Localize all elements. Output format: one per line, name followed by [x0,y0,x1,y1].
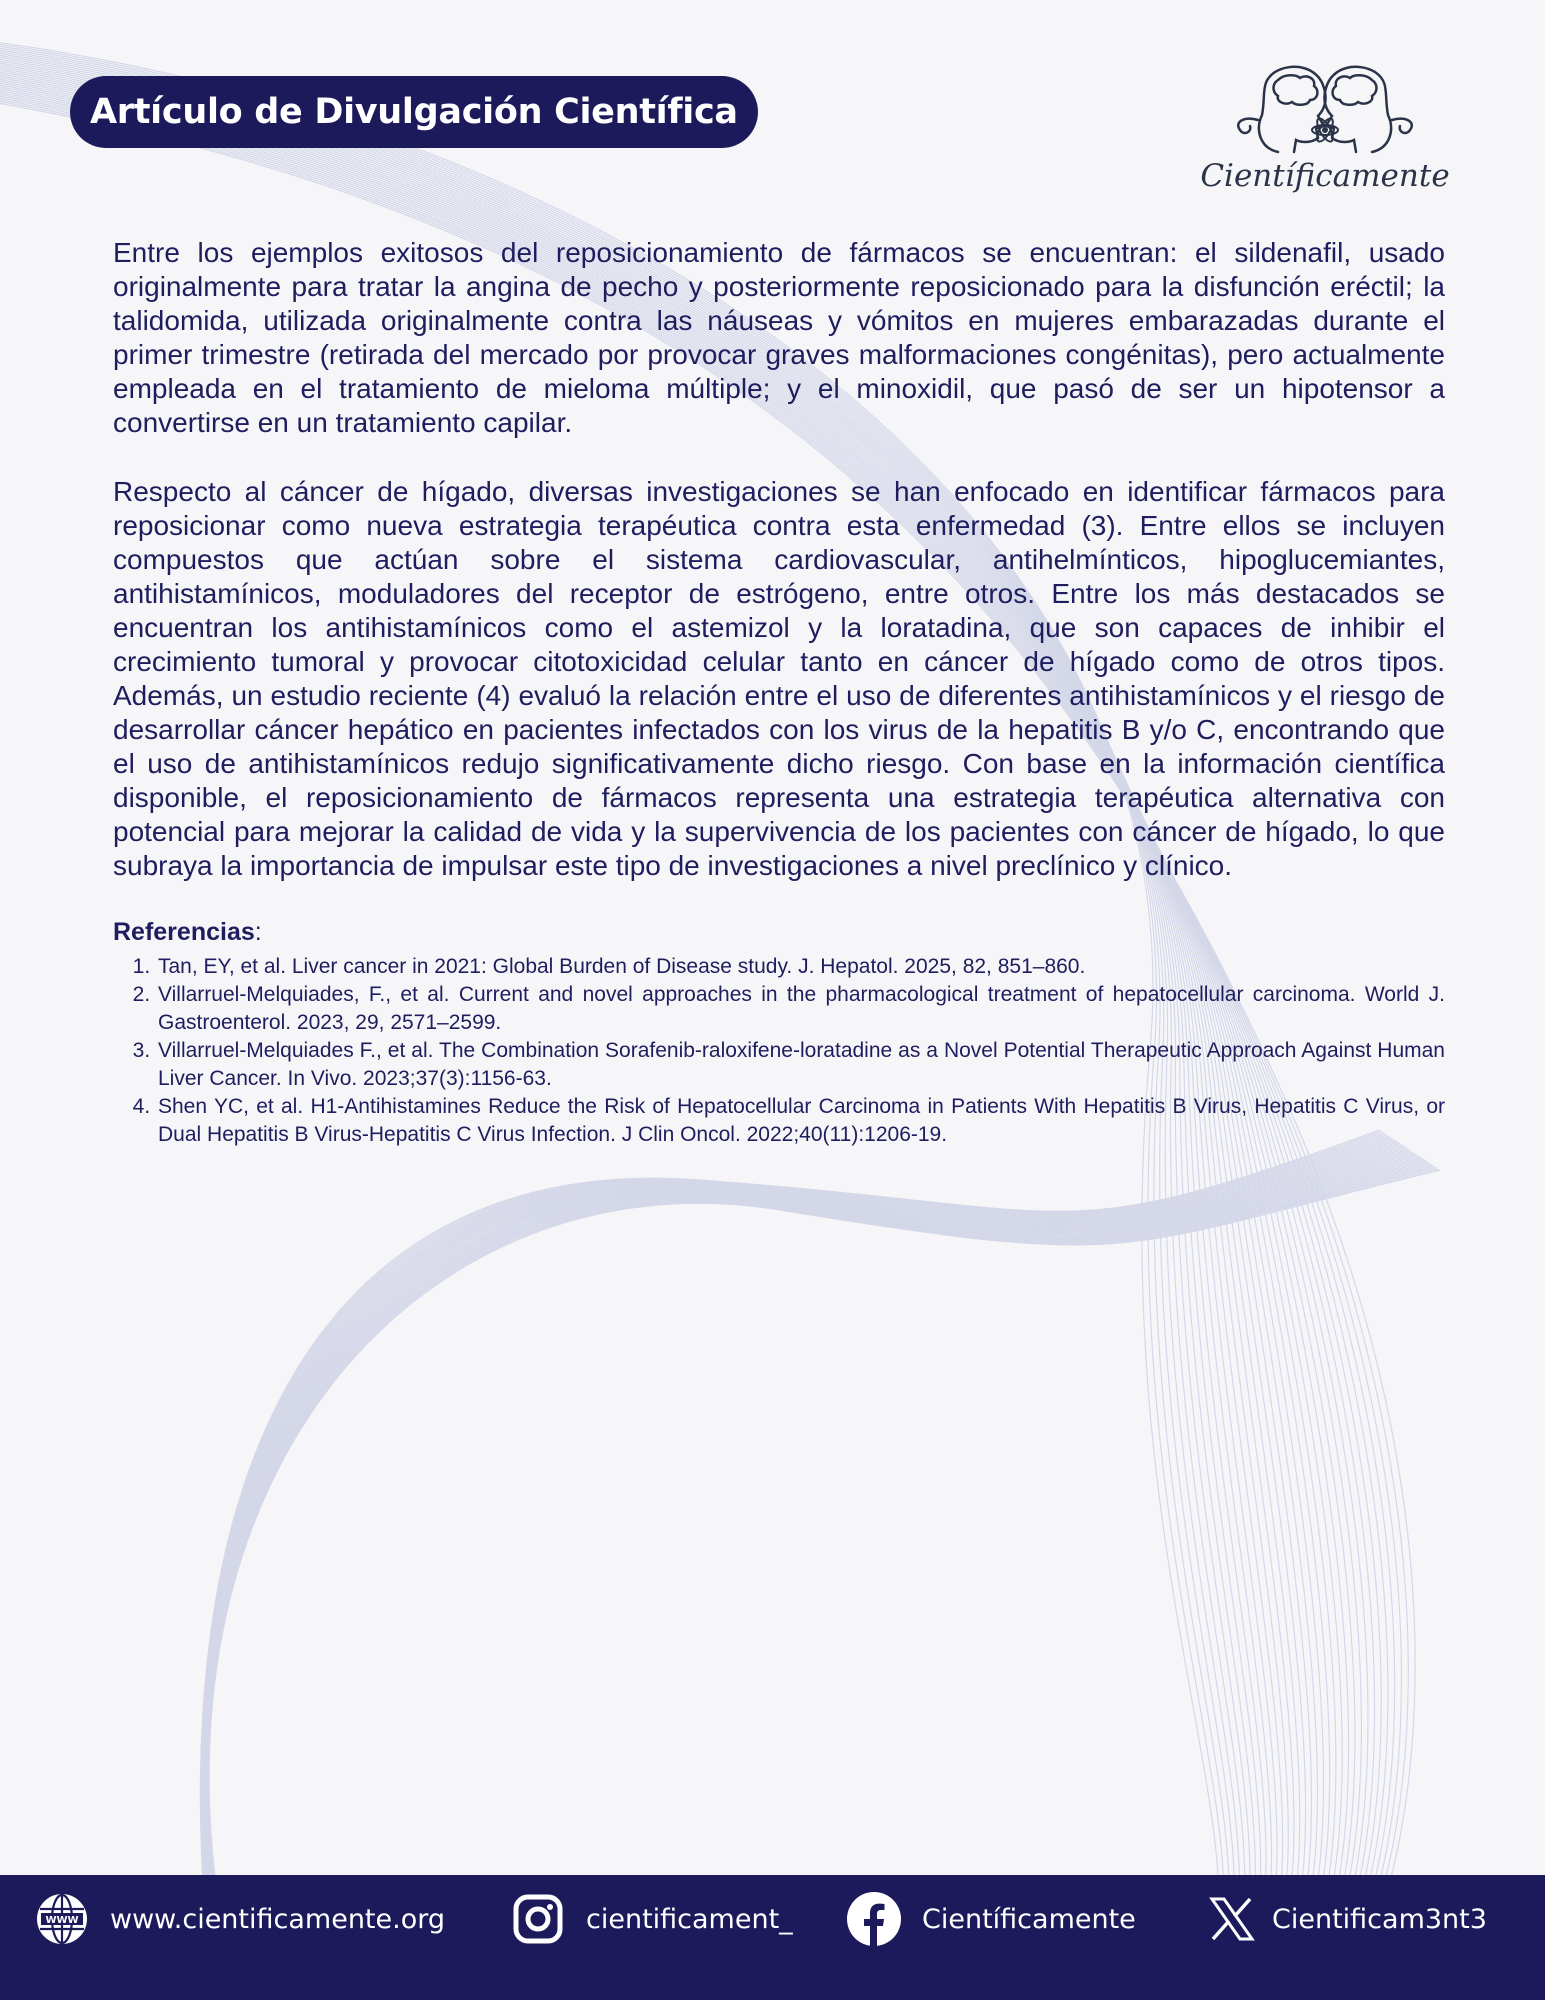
brain-icon [1200,60,1450,160]
article-content [113,236,1445,1149]
footer-website-link[interactable] [34,1875,445,1963]
reference-item: 4. Shen YC, et al. H1-Antihistamines Reduce the Risk of Hepatocellular Carcinoma in Patients With Hepatitis B Virus, Hepatitis C Virus, or Dual Hepatitis B Virus-Hepatitis C Virus Infection. J Clin Oncol. 2022;40(11):1206-19. [156,1093,1445,1149]
brand-logo [1200,60,1450,210]
references-heading [113,918,1445,947]
footer-bar [0,1875,1545,2000]
body-paragraph: Respecto al cáncer de hígado, diversas investigaciones se han enfocado en identificar fármacos para reposicionar como nueva estrategia terapéutica contra esta enfermedad (3). Entre ellos se incluyen compuestos que actúan sobre el sistema cardiovascular, antihelmínticos, hipoglucemiantes, antihistamínicos, moduladores del receptor de estrógeno, entre otros. Entre los más destacados se encuentran los antihistamínicos como el astemizol y la loratadina, que son capaces de inhibir el crecimiento tumoral y provocar citotoxicidad celular tanto en cáncer de hígado como de otros tipos. Además, un estudio reciente (4) evaluó la relación entre el uso de diferentes antihistamínicos y el riesgo de desarrollar cáncer hepático en pacientes infectados con los virus de la hepatitis B y/o C, encontrando que el uso de antihistamínicos redujo significativamente dicho riesgo. Con base en la información científica disponible, el reposicionamiento de fármacos representa una estrategia terapéutica alternativa con potencial para mejorar la calidad de vida y la supervivencia de los pacientes con cáncer de hígado, lo que subraya la importancia de impulsar este tipo de investigaciones a nivel preclínico y clínico. [113,476,1445,881]
instagram-icon [510,1891,566,1947]
brand-name: Científicamente [1200,158,1450,194]
x-handle: Cientificam3nt3 [1272,1903,1487,1935]
wave-line [205,1151,1411,2000]
instagram-handle: cientificament_ [586,1903,793,1935]
facebook-name: Científicamente [922,1903,1136,1935]
footer-instagram-link[interactable] [510,1875,793,1963]
article-type-badge [70,76,758,148]
body-paragraph: Entre los ejemplos exitosos del reposicionamiento de fármacos se encuentran: el sildenafil, usado originalmente para tratar la angina de pecho y posteriormente reposicionado para la disfunción eréctil; la talidomida, utilizada originalmente contra las náuseas y vómitos en mujeres embarazadas durante el primer trimestre (retirada del mercado por provocar graves malformaciones congénitas), pero actualmente empleada en el tratamiento de mieloma múltiple; y el minoxidil, que pasó de ser un hipotensor a convertirse en un tratamiento capilar. [113,237,1445,438]
references-heading-colon: : [254,918,262,946]
wave-line [200,1130,1380,2000]
reference-item: 1. Tan, EY, et al. Liver cancer in 2021: Global Burden of Disease study. J. Hepatol. 2025, 82, 851–860. [156,953,1445,981]
wave-line [201,1134,1385,2000]
wave-line [201,1131,1382,2000]
footer-x-link[interactable] [1204,1875,1487,1963]
facebook-icon [846,1891,902,1947]
page-title: Artículo de Divulgación Científica [90,92,738,132]
reference-item: 2. Villarruel-Melquiades, F., et al. Current and novel approaches in the pharmacological treatment of hepatocellular carcinoma. World J. Gastroenterol. 2023, 29, 2571–2599. [156,981,1445,1037]
globe-icon [34,1891,90,1947]
references-heading-text: Referencias [113,918,255,946]
references-list [113,953,1445,1149]
svg-text:WWW: WWW [45,1915,79,1926]
reference-item: 3. Villarruel-Melquiades F., et al. The Combination Sorafenib-raloxifene-loratadine as a Novel Potential Therapeutic Approach Against Human Liver Cancer. In Vivo. 2023;37(3):1156-63. [156,1037,1445,1093]
wave-line [201,1135,1387,2000]
footer-facebook-link[interactable] [846,1875,1136,1963]
x-icon [1204,1891,1260,1947]
website-text: www.cientificamente.org [110,1903,445,1935]
wave-line [206,1157,1420,2000]
wave-line [202,1136,1389,2000]
